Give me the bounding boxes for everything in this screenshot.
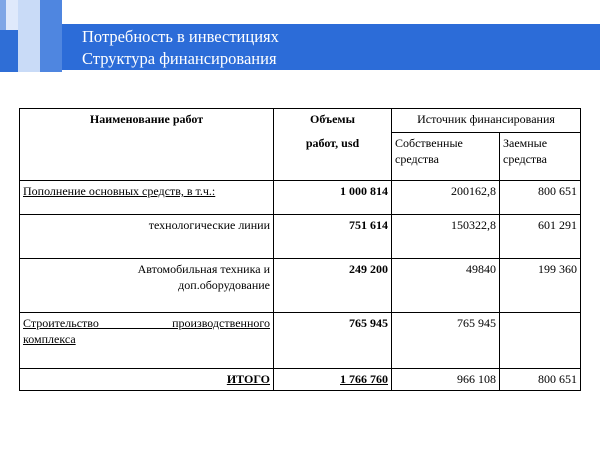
total-loan: 800 651: [500, 369, 581, 391]
header-loan-funds: Заемные средства: [500, 133, 581, 181]
header-volume: Объемы: [274, 109, 392, 133]
row-name: Строительство производственного комплекса: [20, 313, 274, 369]
table-row: [20, 313, 581, 369]
row-loan: [500, 313, 581, 369]
header-own-funds: Собственные средства: [392, 133, 500, 181]
table-row: [20, 215, 581, 259]
slide-title: Потребность в инвестициях: [82, 27, 279, 46]
total-label: ИТОГО: [20, 369, 274, 391]
corner-decoration: [18, 0, 40, 72]
row-loan: 800 651: [500, 181, 581, 215]
header-volume-unit: работ, usd: [274, 133, 392, 181]
total-volume: 1 766 760: [274, 369, 392, 391]
row-own: 200162,8: [392, 181, 500, 215]
corner-decoration: [40, 0, 62, 72]
row-own: 49840: [392, 259, 500, 313]
row-own: 765 945: [392, 313, 500, 369]
row-volume: 765 945: [274, 313, 392, 369]
total-own: 966 108: [392, 369, 500, 391]
table-row: [20, 181, 581, 215]
table-row: [20, 259, 581, 313]
table-header-row: [20, 109, 581, 133]
row-volume: 751 614: [274, 215, 392, 259]
header-name: Наименование работ: [20, 109, 274, 181]
row-loan: 199 360: [500, 259, 581, 313]
row-name: Пополнение основных средств, в т.ч.:: [20, 181, 274, 215]
slide-subtitle: Структура финансирования: [82, 49, 277, 68]
row-name: технологические линии: [20, 215, 274, 259]
financing-table: [19, 108, 581, 391]
row-name: Автомобильная техника и доп.оборудование: [20, 259, 274, 313]
row-volume: 1 000 814: [274, 181, 392, 215]
row-volume: 249 200: [274, 259, 392, 313]
row-own: 150322,8: [392, 215, 500, 259]
table-total-row: [20, 369, 581, 391]
corner-decoration: [6, 0, 18, 30]
header-source: Источник финансирования: [392, 109, 581, 133]
row-loan: 601 291: [500, 215, 581, 259]
